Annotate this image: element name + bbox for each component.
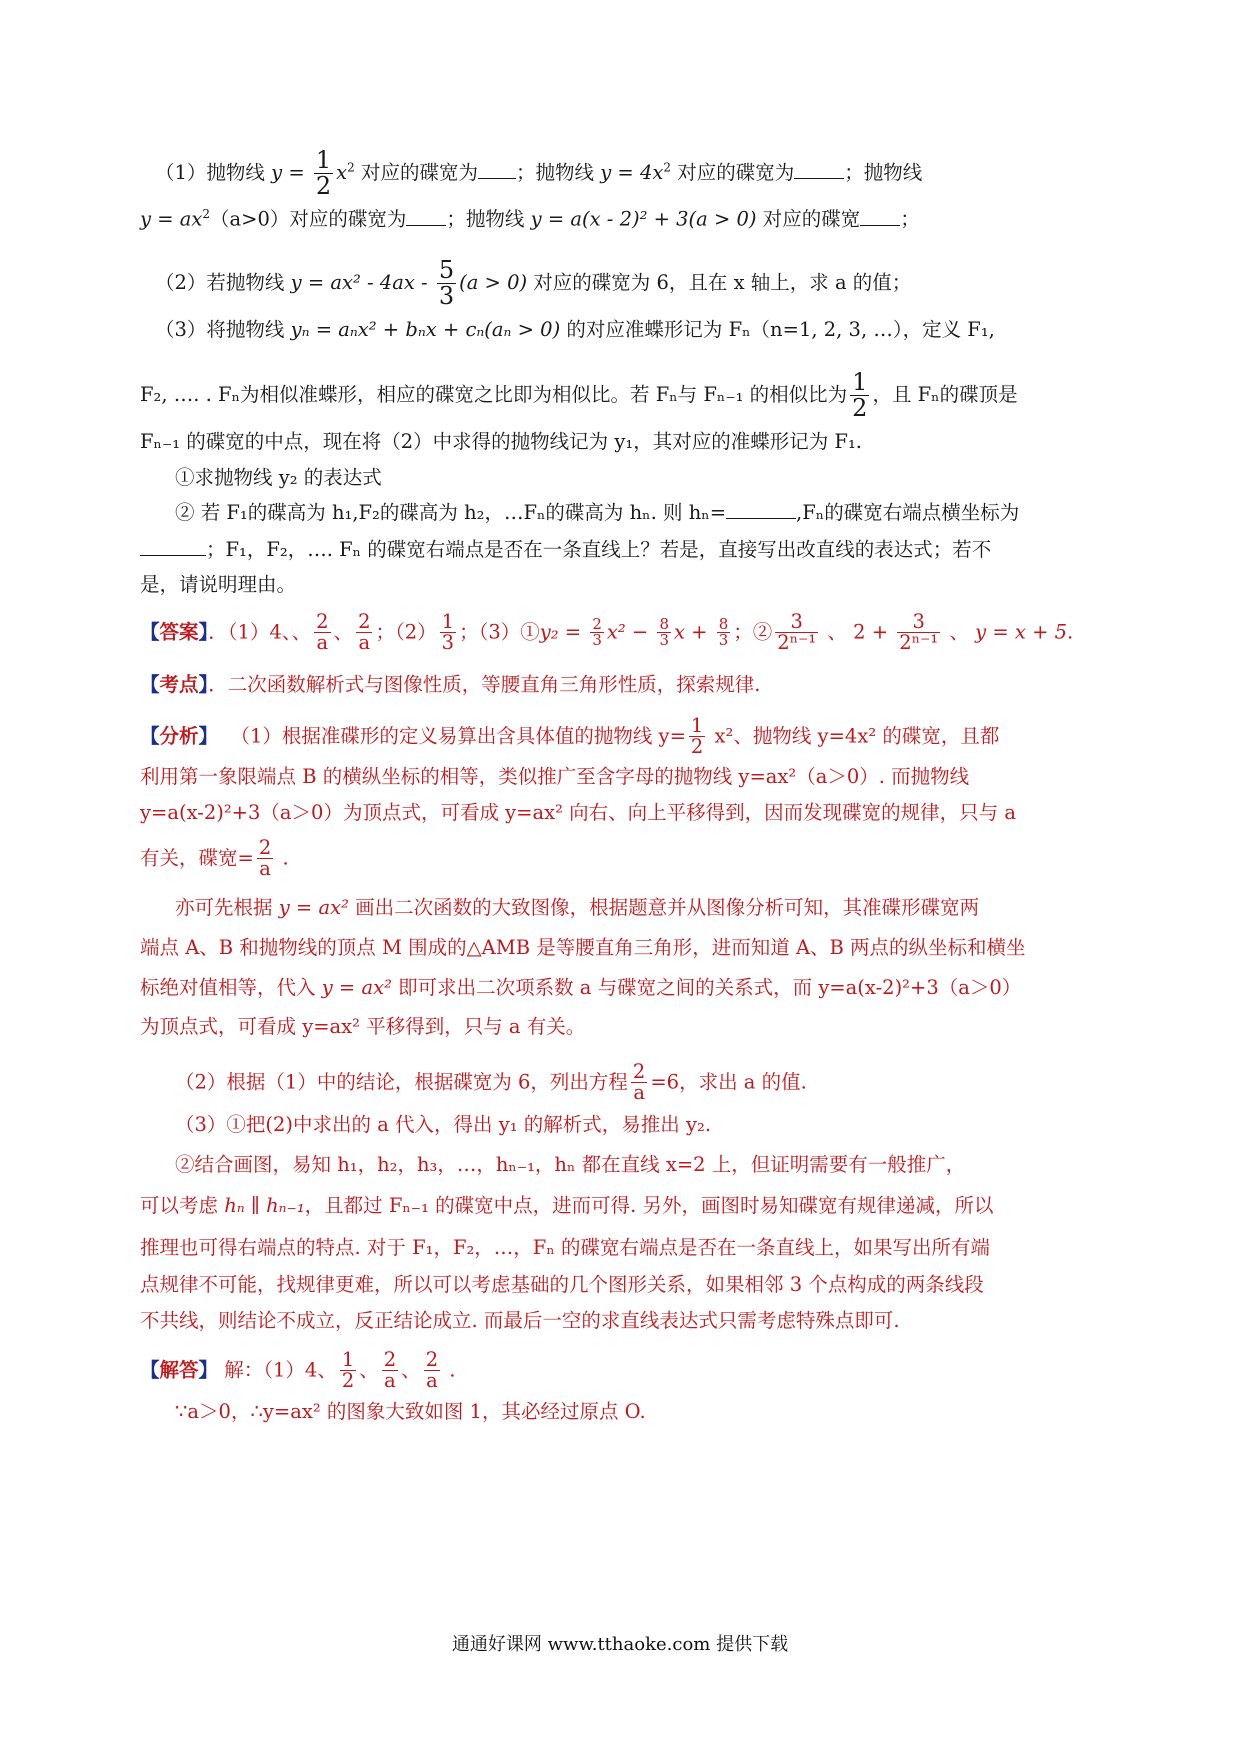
fraction: $\frac{2}{3}$ [592,614,602,650]
fenxi-para2-line-1: 亦可先根据 y = ax² 画出二次函数的大致图像，根据题意并从图像分析可知，其准碟形碟宽两 [175,896,980,919]
fenxi-para2-line-4: 为顶点式，可看成 y=ax² 平移得到，只与 a 有关。 [140,1015,586,1038]
question-line-9: ；F₁，F₂，…. Fₙ 的碟宽右端点是否在一条直线上？若是，直接写出改直线的表达式；若不 [140,540,991,560]
fraction: $\frac{3}{\text{2ⁿ⁻¹}}$ [899,610,939,655]
jieda-line-2: ∵a＞0，∴y=ax² 的图象大致如图 1，其必经过原点 O. [175,1400,646,1423]
fenxi-line-3: y=a(x-2)²+3（a＞0）为顶点式，可看成 y=ax² 向右、向上平移得到，因而发现碟宽的规律，只与 a [140,801,1016,824]
fraction: $\frac{1}{2}$ [852,368,868,423]
page-footer: 通通好课网 www.tthaoke.com 提供下载 [451,1634,789,1655]
answer-blank [726,516,796,519]
answer-line: 【答案】．（1）4、、 $\frac{2}{a}$ 、 $\frac{2}{a}$ ；（2） $\frac{1}{3}$ ；（3）①y₂ = $\frac{2}{3}$ x² − $\frac{8}{3}$ x + $\frac{8}{3}$ ；② $\frac{3}{\text{2ⁿ⁻¹}}$ 、 2 + $\frac{3}{\text{2ⁿ⁻¹}}$ 、 y = x + 5. [140,610,1074,655]
fenxi-line-2: 利用第一象限端点 B 的横纵坐标的相等，类似推广至含字母的抛物线 y=ax²（a＞0）. 而抛物线 [140,765,970,788]
fenxi-line-4: 有关，碟宽= $\frac{2}{a}$ . [140,836,289,881]
fenxi-tag: 【分析】 [140,724,219,748]
fraction: $\frac{3}{\text{2ⁿ⁻¹}}$ [777,610,817,655]
fraction: $\frac{8}{3}$ [659,614,669,650]
fenxi-q4: ②结合画图，易知 h₁，h₂，h₃，…，hₙ₋₁，hₙ 都在直线 x=2 上，但证明需要有一般推广， [175,1153,966,1176]
answer-blank [860,223,900,226]
kaodian-line: 【考点】．二次函数解析式与图像性质，等腰直角三角形性质，探索规律. [140,673,761,696]
answer-blank [478,176,516,179]
question-line-1: （1）抛物线 y = $\frac{1}{2}$ $x^2$ 对应的碟宽为 ；抛物线 $y = 4x^2$ 对应的碟宽为 ；抛物线 [155,146,923,201]
question-line-6: Fₙ₋₁ 的碟宽的中点，现在将（2）中求得的抛物线记为 y₁，其对应的准蝶形记为 F₁. [140,430,862,453]
fenxi-para2-line-3: 标绝对值相等，代入 y = ax² 即可求出二次项系数 a 与碟宽之间的关系式，而 y=a(x-2)²+3（a＞0） [140,976,1022,999]
kaodian-tag: 【考点】 [140,673,209,696]
fraction: $\frac{1}{2}$ [341,1348,355,1393]
answer-blank [140,553,206,556]
fraction: $\frac{1}{2}$ [690,714,704,759]
fraction: $\frac{8}{3}$ [718,614,729,650]
question-line-5: F₂, …. . Fₙ为相似准蝶形，相应的碟宽之比即为相似比。若 Fₙ与 Fₙ₋₁ 的相似比为 $\frac{1}{2}$ ，且 Fₙ的碟顶是 [140,368,1018,423]
question-line-4: （3）将抛物线 yₙ = aₙx² + bₙx + cₙ(aₙ > 0) 的对应准蝶形记为 Fₙ（n=1, 2, 3, …），定义 F₁, [155,318,995,341]
fraction: $\frac{2}{a}$ [425,1348,439,1393]
answer-blank [794,176,844,179]
answer-blank [406,223,446,226]
question-line-8: ② 若 F₁的碟高为 h₁,F₂的碟高为 h₂，…Fₙ的碟高为 hₙ. 则 hₙ= ,Fₙ的碟宽右端点横坐标为 [175,501,1020,524]
fenxi-q2: （2）根据（1）中的结论，根据碟宽为 6，列出方程 $\frac{2}{a}$ =6，求出 a 的值. [175,1060,807,1105]
fenxi-q7: 点规律不可能，找规律更难，所以可以考虑基础的几个图形关系，如果相邻 3 个点构成的两条线段 [140,1273,984,1296]
question-line-3: （2）若抛物线 y = ax² - 4ax - $\frac{5}{3}$ (a > 0) 对应的碟宽为 6，且在 x 轴上，求 a 的值； [155,256,912,311]
fenxi-q6: 推理也可得右端点的特点. 对于 F₁，F₂，…，Fₙ 的碟宽右端点是否在一条直线上，如果写出所有端 [140,1236,990,1259]
fraction: $\frac{1}{3}$ [441,610,455,655]
fraction: $\frac{2}{a}$ [358,610,371,655]
fraction: $\frac{2}{a}$ [258,836,272,881]
question-line-2: $y = ax^2(a>0)$对应的碟宽为 ；抛物线 y = a(x - 2)² + 3(a > 0) 对应的碟宽 ； [140,207,920,231]
question-line-10: 是，请说明理由。 [140,573,297,596]
answer-tag: 【答案】 [140,620,209,644]
fraction: $\frac{2}{a}$ [316,610,329,655]
fraction: $\frac{2}{a}$ [632,1060,646,1105]
fraction: $\frac{5}{3}$ [438,256,455,311]
fenxi-q8: 不共线，则结论不成立，反正结论成立. 而最后一空的求直线表达式只需考虑特殊点即可. [140,1309,900,1332]
jieda-line-1: 【解答】 解：（1）4、 $\frac{1}{2}$ 、 $\frac{2}{a}$ 、 $\frac{2}{a}$ . [140,1348,456,1393]
fenxi-q3: （3）①把(2)中求出的 a 代入，得出 y₁ 的解析式，易推出 y₂. [175,1113,712,1136]
fraction: $\frac{1}{2}$ [315,146,332,201]
fenxi-para2-line-2: 端点 A、B 和抛物线的顶点 M 围成的△AMB 是等腰直角三角形，进而知道 A、B 两点的纵坐标和横坐 [140,936,1026,959]
question-line-7: ①求抛物线 y₂ 的表达式 [175,466,382,489]
fraction: $\frac{2}{a}$ [383,1348,397,1393]
jieda-tag: 【解答】 [140,1358,219,1382]
fenxi-q5: 可以考虑 hₙ ∥ hₙ₋₁，且都过 Fₙ₋₁ 的碟宽中点，进而可得. 另外，画图时易知碟宽有规律递减，所以 [140,1194,994,1217]
fenxi-line-1: 【分析】 （1）根据准碟形的定义易算出含具体值的抛物线 y= $\frac{1}{2}$ x²、抛物线 y=4x² 的碟宽，且都 [140,714,1000,759]
